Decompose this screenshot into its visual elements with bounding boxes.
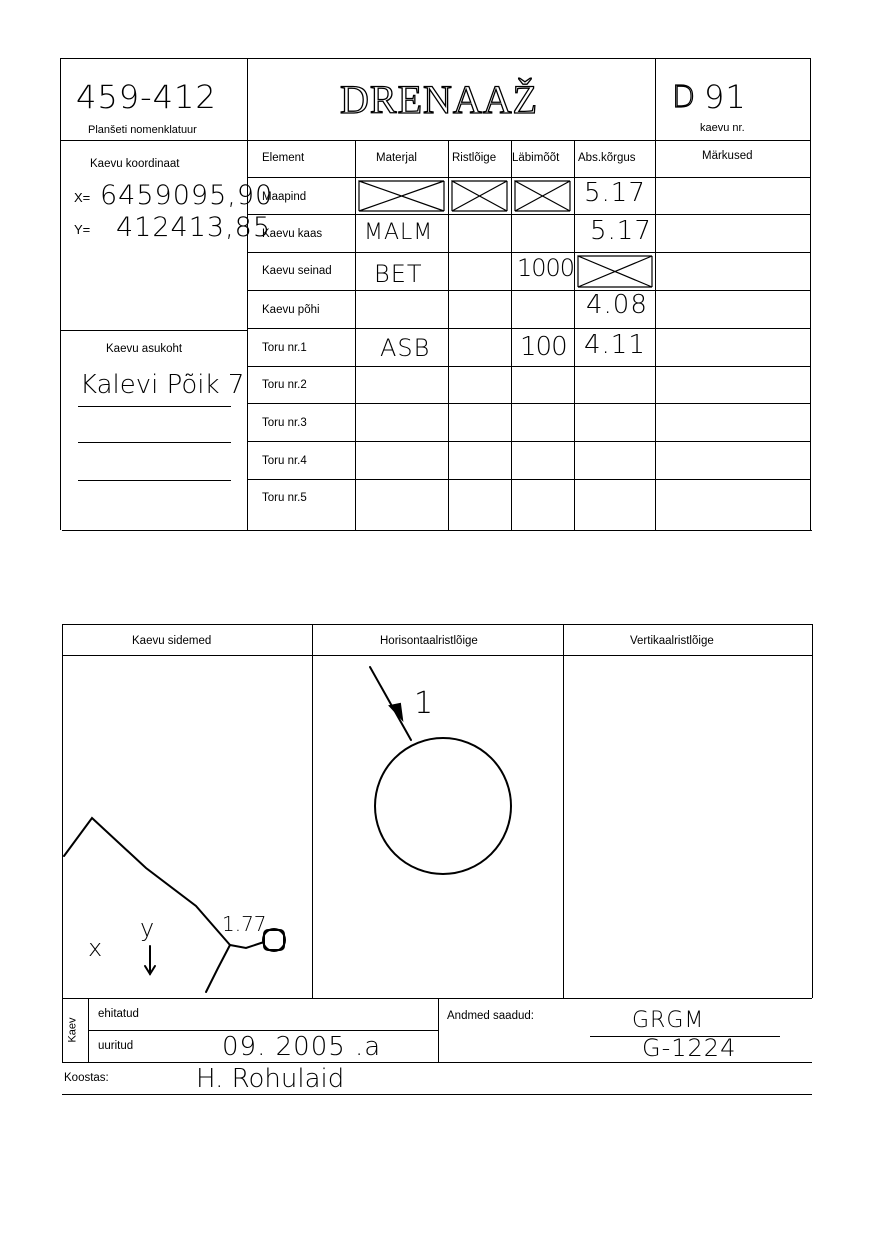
cell-diameter: 1000 bbox=[517, 254, 575, 282]
row-element: Toru nr.4 bbox=[262, 455, 307, 467]
nomenclature-value: 459-412 bbox=[76, 78, 217, 116]
cell-height: 5.17 bbox=[590, 216, 652, 246]
well-no-label: kaevu nr. bbox=[700, 122, 745, 134]
nomenclature-label: Planšeti nomenklatuur bbox=[88, 124, 197, 136]
row-element: Maapind bbox=[262, 191, 307, 203]
cell-material: MALM bbox=[364, 220, 434, 245]
cell-diameter: 100 bbox=[520, 332, 567, 362]
surveyed-label: uuritud bbox=[98, 1040, 134, 1052]
row-element: Toru nr.1 bbox=[262, 342, 307, 354]
row-element: Kaevu kaas bbox=[262, 228, 323, 240]
col-header-element: Element bbox=[262, 152, 305, 164]
cell-material: BET bbox=[374, 260, 423, 288]
cell-height: 5.17 bbox=[584, 178, 646, 208]
well-no-prefix: D bbox=[672, 80, 697, 115]
col-header-material: Materjal bbox=[376, 152, 417, 164]
location-label: Kaevu asukoht bbox=[106, 343, 183, 355]
pipe-number: 1 bbox=[414, 686, 435, 721]
location-value: Kalevi Põik 7 bbox=[80, 370, 245, 400]
axis-y-label: y bbox=[140, 914, 156, 942]
axis-x-label: x bbox=[88, 934, 104, 962]
col-header-diameter: Läbimõõt bbox=[512, 152, 560, 164]
compiled-label: Koostas: bbox=[64, 1072, 109, 1084]
vertical-section-label: Vertikaalristlõige bbox=[630, 635, 714, 647]
built-label: ehitatud bbox=[98, 1008, 139, 1020]
row-element: Toru nr.2 bbox=[262, 379, 307, 391]
surveyed-date: 09. 2005 .a bbox=[222, 1032, 382, 1062]
x-coordinate: 6459095,90 bbox=[100, 180, 274, 211]
y-label: Y= bbox=[74, 222, 91, 237]
page-title: DRENAAŽ bbox=[340, 77, 539, 122]
connections-value: 1.77 bbox=[222, 912, 267, 936]
well-no-value: 91 bbox=[704, 78, 747, 116]
cell-material: ASB bbox=[380, 334, 431, 362]
col-header-notes: Märkused bbox=[702, 150, 753, 162]
connections-label: Kaevu sidemed bbox=[132, 635, 212, 647]
col-header-section: Ristlõige bbox=[452, 152, 497, 164]
data-source-label: Andmed saadud: bbox=[447, 1010, 534, 1022]
col-header-height: Abs.kõrgus bbox=[578, 152, 636, 164]
cell-height: 4.08 bbox=[586, 290, 648, 320]
data-source-line1: GRGM bbox=[632, 1008, 705, 1033]
data-source-line2: G-1224 bbox=[642, 1034, 737, 1062]
row-element: Kaevu põhi bbox=[262, 304, 320, 316]
side-label: Kaev bbox=[66, 1017, 79, 1043]
y-coordinate: 412413,85 bbox=[116, 212, 272, 243]
horizontal-section-label: Horisontaalristlõige bbox=[380, 635, 478, 647]
coordinates-label: Kaevu koordinaat bbox=[90, 158, 180, 170]
row-element: Kaevu seinad bbox=[262, 265, 332, 277]
compiled-by: H. Rohulaid bbox=[196, 1064, 345, 1094]
x-label: X= bbox=[74, 190, 91, 205]
row-element: Toru nr.5 bbox=[262, 492, 307, 504]
cell-height: 4.11 bbox=[584, 330, 646, 360]
row-element: Toru nr.3 bbox=[262, 417, 307, 429]
